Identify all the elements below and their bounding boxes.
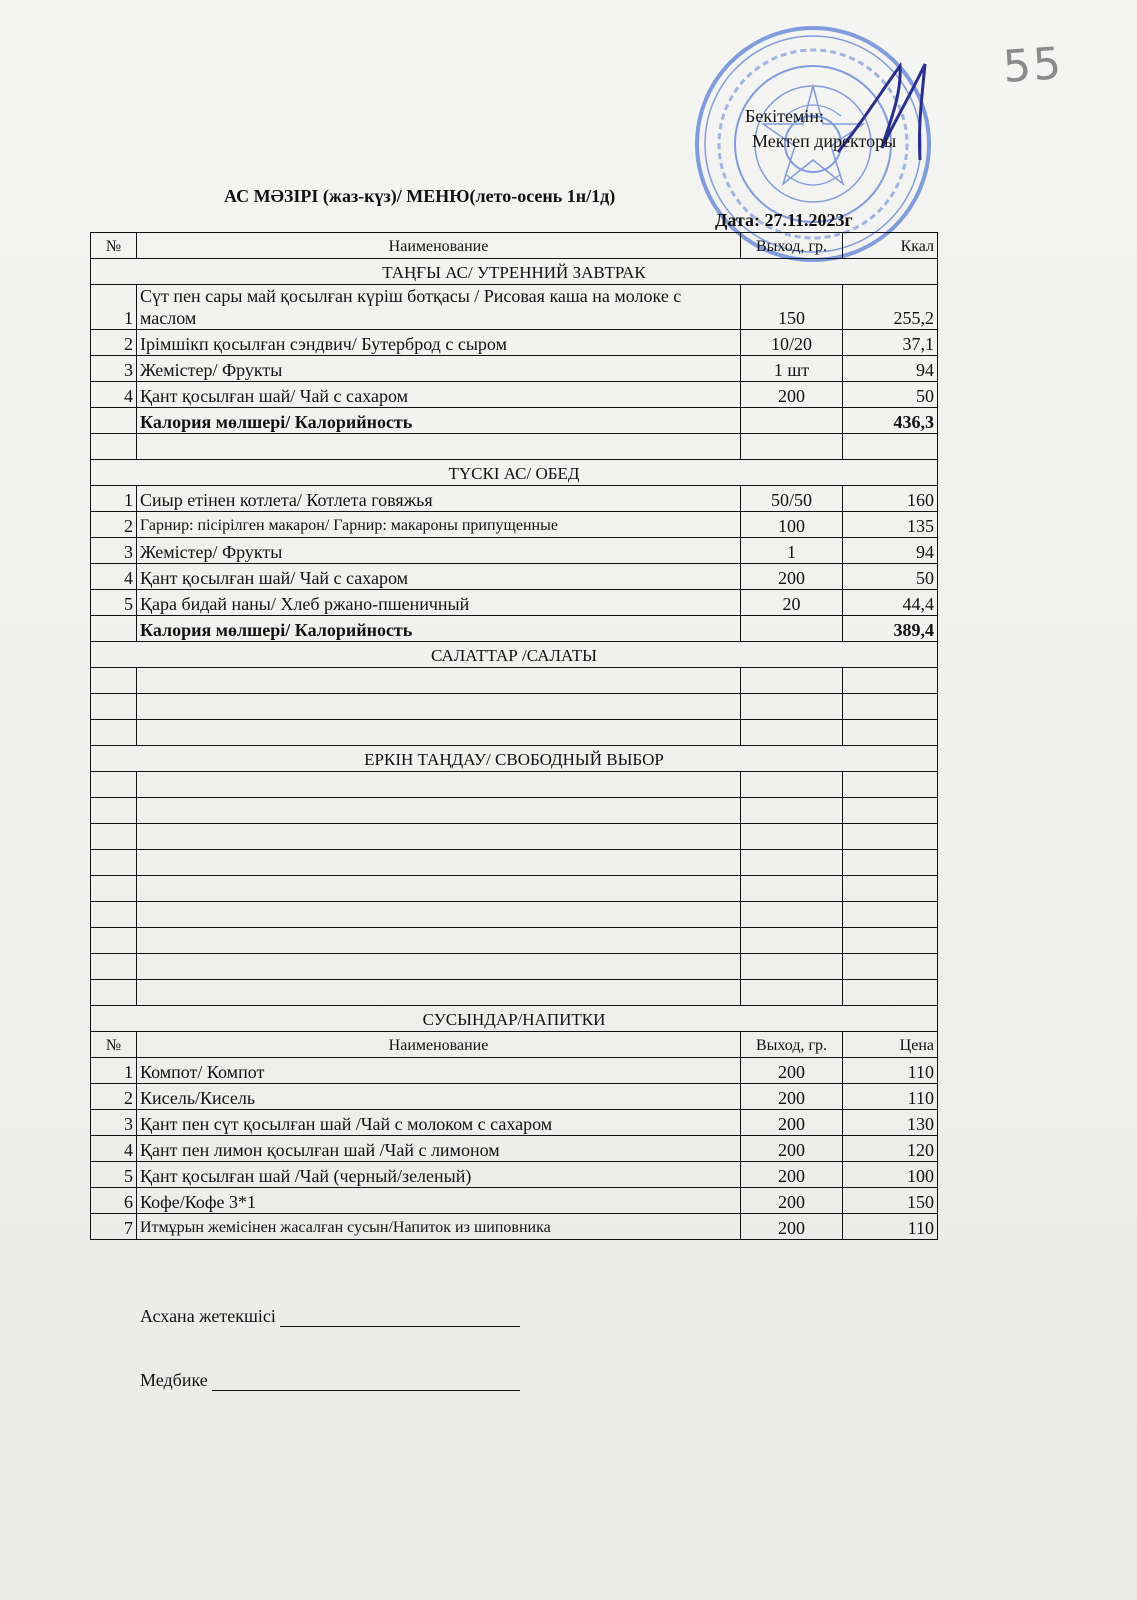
item-no: 5	[91, 1162, 137, 1188]
table-row	[91, 512, 938, 538]
empty-row	[91, 954, 938, 980]
signature-line	[212, 1372, 520, 1391]
item-output: 100	[741, 512, 843, 538]
empty-cell	[741, 408, 843, 434]
item-name: Қант пен лимон қосылған шай /Чай с лимоном	[137, 1136, 741, 1162]
section-title: ЕРКІН ТАҢДАУ/ СВОБОДНЫЙ ВЫБОР	[91, 746, 938, 772]
table-row	[91, 486, 938, 512]
section-title: ТАҢҒЫ АС/ УТРЕННИЙ ЗАВТРАК	[91, 259, 938, 285]
item-name: Қант қосылған шай/ Чай с сахаром	[137, 564, 741, 590]
item-name: Қант пен сүт қосылған шай /Чай с молоком с сахаром	[137, 1110, 741, 1136]
item-kcal: 255,2	[843, 285, 938, 330]
item-output: 50/50	[741, 486, 843, 512]
empty-row	[91, 694, 938, 720]
item-price: 120	[843, 1136, 938, 1162]
item-no: 6	[91, 1188, 137, 1214]
section-drinks	[91, 1006, 938, 1032]
item-kcal: 37,1	[843, 330, 938, 356]
empty-row	[91, 824, 938, 850]
table-header-row	[91, 233, 938, 259]
section-title: САЛАТТАР /САЛАТЫ	[91, 642, 938, 668]
table-row	[91, 1214, 938, 1240]
item-output: 200	[741, 1188, 843, 1214]
cook-signature-line	[140, 1306, 520, 1327]
item-name: Итмұрын жемісінен жасалған сусын/Напиток из шиповника	[137, 1214, 741, 1240]
item-name: Жемістер/ Фрукты	[137, 538, 741, 564]
item-output: 200	[741, 1162, 843, 1188]
item-no: 4	[91, 1136, 137, 1162]
item-output: 1	[741, 538, 843, 564]
signature-line	[280, 1308, 520, 1327]
table-row	[91, 285, 938, 330]
item-kcal: 94	[843, 356, 938, 382]
approval-label: Бекітемін:	[745, 106, 824, 126]
section-title: СУСЫНДАР/НАПИТКИ	[91, 1006, 938, 1032]
item-no: 3	[91, 538, 137, 564]
item-no: 1	[91, 486, 137, 512]
item-name: Кофе/Кофе 3*1	[137, 1188, 741, 1214]
total-value: 389,4	[843, 616, 938, 642]
item-output: 1 шт	[741, 356, 843, 382]
item-no: 4	[91, 564, 137, 590]
header-output: Выход, гр.	[741, 1032, 843, 1058]
header-no: №	[91, 233, 137, 259]
item-output: 20	[741, 590, 843, 616]
empty-row	[91, 720, 938, 746]
menu-table	[90, 232, 938, 1240]
table-row	[91, 330, 938, 356]
header-kcal: Ккал	[843, 233, 938, 259]
item-price: 110	[843, 1214, 938, 1240]
empty-cell	[91, 616, 137, 642]
section-lunch	[91, 460, 938, 486]
cook-label: Асхана жетекшісі	[140, 1306, 276, 1326]
director-title: Мектеп директоры	[752, 131, 897, 151]
total-value: 436,3	[843, 408, 938, 434]
empty-cell	[91, 408, 137, 434]
document-title: АС МӘЗІРІ (жаз-күз)/ МЕНЮ(лето-осень 1н/1д)	[224, 186, 616, 206]
header-output: Выход, гр.	[741, 233, 843, 259]
empty-row	[91, 928, 938, 954]
table-row	[91, 1058, 938, 1084]
nurse-label: Медбике	[140, 1370, 208, 1390]
item-price: 130	[843, 1110, 938, 1136]
table-row	[91, 1110, 938, 1136]
item-kcal: 50	[843, 382, 938, 408]
header-name: Наименование	[137, 233, 741, 259]
item-no: 3	[91, 356, 137, 382]
item-name: Кисель/Кисель	[137, 1084, 741, 1110]
item-output: 200	[741, 1110, 843, 1136]
header-price: Цена	[843, 1032, 938, 1058]
item-output: 200	[741, 1214, 843, 1240]
item-kcal: 135	[843, 512, 938, 538]
section-breakfast	[91, 259, 938, 285]
item-no: 4	[91, 382, 137, 408]
empty-row	[91, 876, 938, 902]
item-no: 3	[91, 1110, 137, 1136]
item-name: Компот/ Компот	[137, 1058, 741, 1084]
nurse-signature-line	[140, 1370, 520, 1391]
total-row	[91, 616, 938, 642]
item-no: 5	[91, 590, 137, 616]
item-no: 7	[91, 1214, 137, 1240]
table-row	[91, 356, 938, 382]
item-no: 2	[91, 330, 137, 356]
item-output: 200	[741, 1058, 843, 1084]
table-row	[91, 1162, 938, 1188]
total-label: Калория мөлшері/ Калорийность	[137, 408, 741, 434]
table-row	[91, 1136, 938, 1162]
item-kcal: 44,4	[843, 590, 938, 616]
document-date: Дата: 27.11.2023г	[715, 210, 853, 230]
item-output: 200	[741, 382, 843, 408]
drinks-header-row	[91, 1032, 938, 1058]
item-price: 110	[843, 1058, 938, 1084]
section-free-choice	[91, 746, 938, 772]
item-name: Гарнир: пісірілген макарон/ Гарнир: макароны припущенные	[137, 512, 741, 538]
empty-row	[91, 850, 938, 876]
item-no: 2	[91, 1084, 137, 1110]
section-salads	[91, 642, 938, 668]
item-kcal: 160	[843, 486, 938, 512]
item-price: 150	[843, 1188, 938, 1214]
item-name: Сиыр етінен котлета/ Котлета говяжья	[137, 486, 741, 512]
item-output: 10/20	[741, 330, 843, 356]
empty-row	[91, 772, 938, 798]
table-row	[91, 564, 938, 590]
item-name: Қант қосылған шай/ Чай с сахаром	[137, 382, 741, 408]
empty-row	[91, 798, 938, 824]
empty-row	[91, 902, 938, 928]
item-name: Жемістер/ Фрукты	[137, 356, 741, 382]
header-no: №	[91, 1032, 137, 1058]
table-row	[91, 538, 938, 564]
item-name: Сүт пен сары май қосылған күріш ботқасы / Рисовая каша на молоке с маслом	[137, 285, 741, 330]
item-name: Қант қосылған шай /Чай (черный/зеленый)	[137, 1162, 741, 1188]
empty-row	[91, 434, 938, 460]
item-output: 200	[741, 564, 843, 590]
table-row	[91, 1188, 938, 1214]
empty-row	[91, 980, 938, 1006]
item-no: 2	[91, 512, 137, 538]
item-no: 1	[91, 1058, 137, 1084]
section-title: ТҮСКІ АС/ ОБЕД	[91, 460, 938, 486]
table-row	[91, 1084, 938, 1110]
total-row	[91, 408, 938, 434]
item-kcal: 50	[843, 564, 938, 590]
item-output: 200	[741, 1136, 843, 1162]
handwritten-mark: 55	[1001, 37, 1065, 94]
empty-row	[91, 668, 938, 694]
item-name: Қара бидай наны/ Хлеб ржано-пшеничный	[137, 590, 741, 616]
item-kcal: 94	[843, 538, 938, 564]
item-name: Ірімшікп қосылған сэндвич/ Бутерброд с сыром	[137, 330, 741, 356]
total-label: Калория мөлшері/ Калорийность	[137, 616, 741, 642]
item-price: 100	[843, 1162, 938, 1188]
item-output: 150	[741, 285, 843, 330]
item-no: 1	[91, 285, 137, 330]
empty-cell	[741, 616, 843, 642]
table-row	[91, 382, 938, 408]
item-price: 110	[843, 1084, 938, 1110]
item-output: 200	[741, 1084, 843, 1110]
header-name: Наименование	[137, 1032, 741, 1058]
table-row	[91, 590, 938, 616]
